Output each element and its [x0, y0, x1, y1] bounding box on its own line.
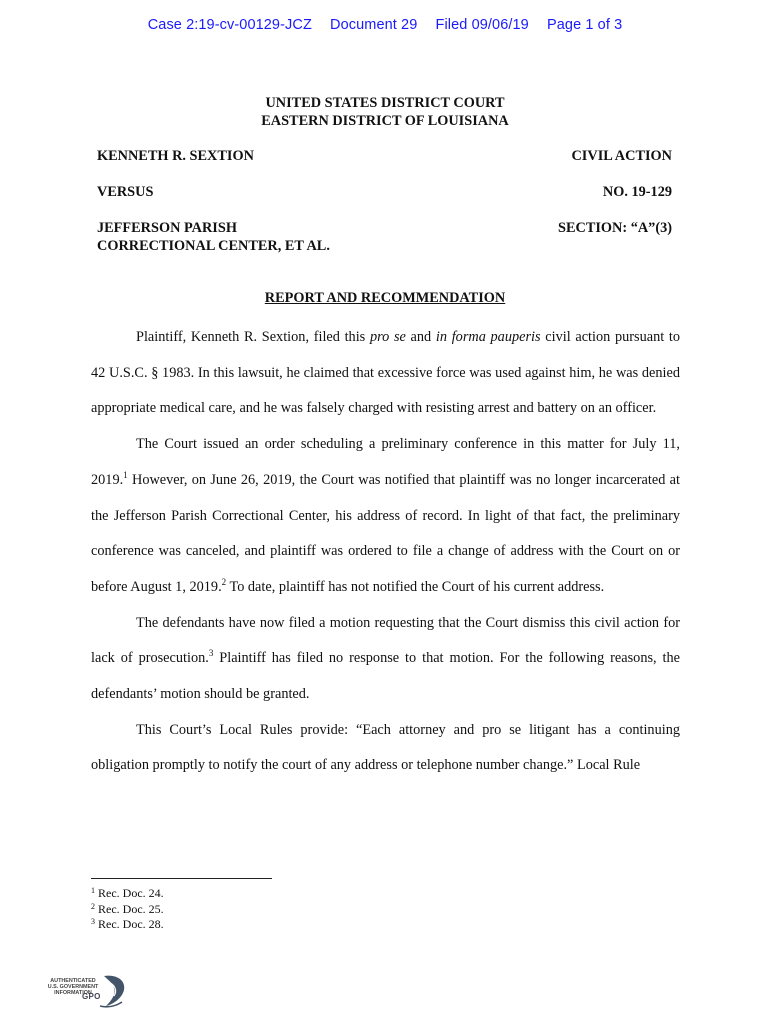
document-heading: REPORT AND RECOMMENDATION	[264, 290, 506, 306]
text-run: civil action pursuant to 42 U.S.C. § 1983. In this lawsuit, he claimed that excessive force was used against him, he was denied appropriate medical care, and he was falsely charged with resisting arrest and battery on an officer.	[91, 329, 681, 417]
footnote-divider	[91, 878, 272, 879]
footnote-text: Rec. Doc. 24.	[98, 886, 164, 900]
footnote-number: 1	[91, 886, 95, 895]
text-run: The defendants have now filed a motion requesting that the Court dismiss this civil action for lack of prosecution.	[91, 614, 680, 667]
court-name	[0, 94, 770, 130]
caption-versus: VERSUS	[97, 184, 154, 200]
footnote-ref: 2	[221, 576, 227, 587]
document-number: Document 29	[330, 17, 418, 33]
footnotes	[91, 886, 164, 933]
footnote	[91, 886, 164, 902]
italic-run: pro se	[369, 329, 406, 345]
caption-plaintiff: KENNETH R. SEXTION	[97, 148, 254, 164]
text-run: Plaintiff has filed no response to that motion. For the following reasons, the defendants’ motion should be granted.	[91, 650, 680, 703]
footnote-ref: 1	[123, 469, 128, 480]
paragraph-4	[91, 713, 680, 784]
gpo-mark: GPO	[82, 992, 101, 1001]
seal-line: AUTHENTICATED	[50, 978, 96, 984]
text-run: This Court’s Local Rules provide: “Each attorney and pro se litigant has a continuing obligation promptly to notify the court of any address or telephone number change.” Local Rule	[91, 721, 680, 774]
caption-action: CIVIL ACTION	[571, 148, 672, 164]
filed-date: Filed 09/06/19	[435, 17, 529, 33]
court-line-1: UNITED STATES DISTRICT COURT	[265, 95, 505, 111]
footnote	[91, 902, 164, 918]
seal-line: INFORMATION	[54, 990, 92, 996]
caption-defendant	[97, 219, 330, 255]
court-line-2: EASTERN DISTRICT OF LOUISIANA	[261, 113, 509, 129]
italic-run: in forma pauperis	[435, 329, 541, 345]
text-run: and	[405, 329, 436, 345]
text-run: To date, plaintiff has not notified the Court of his current address.	[226, 578, 605, 595]
paragraph-1	[91, 320, 680, 427]
footnote-number: 3	[91, 917, 95, 926]
paragraph-2	[91, 427, 680, 606]
gpo-authentication-seal	[42, 972, 132, 1014]
document-body	[91, 320, 680, 784]
footnote-number: 2	[91, 901, 95, 911]
footnote-ref: 3	[208, 648, 214, 659]
text-run: The Court issued an order scheduling a preliminary conference in this matter for July 11, 2019.	[91, 436, 680, 488]
case-number: Case 2:19-cv-00129-JCZ	[147, 17, 312, 33]
caption-section: SECTION: “A”(3)	[558, 220, 672, 236]
text-run: However, on June 26, 2019, the Court was notified that plaintiff was no longer incarcerated at the Jefferson Parish Correctional Center, his address of record. In light of that fact, the preliminary conference was canceled, and plaintiff was ordered to file a change of address with the Court on or before August 1, 2019.	[91, 471, 680, 595]
paragraph-3	[91, 606, 680, 713]
defendant-line-2: CORRECTIONAL CENTER, ET AL.	[97, 238, 330, 254]
ecf-header-stamp	[0, 17, 770, 33]
footnote-text: Rec. Doc. 25.	[98, 901, 164, 916]
seal-line: U.S. GOVERNMENT	[47, 984, 99, 990]
caption-number: NO. 19-129	[602, 184, 672, 200]
footnote-text: Rec. Doc. 28.	[98, 917, 164, 931]
text-run: Plaintiff, Kenneth R. Sextion, filed this	[136, 329, 370, 345]
page-number: Page 1 of 3	[546, 17, 623, 33]
defendant-line-1: JEFFERSON PARISH	[97, 220, 237, 236]
footnote	[91, 917, 164, 933]
